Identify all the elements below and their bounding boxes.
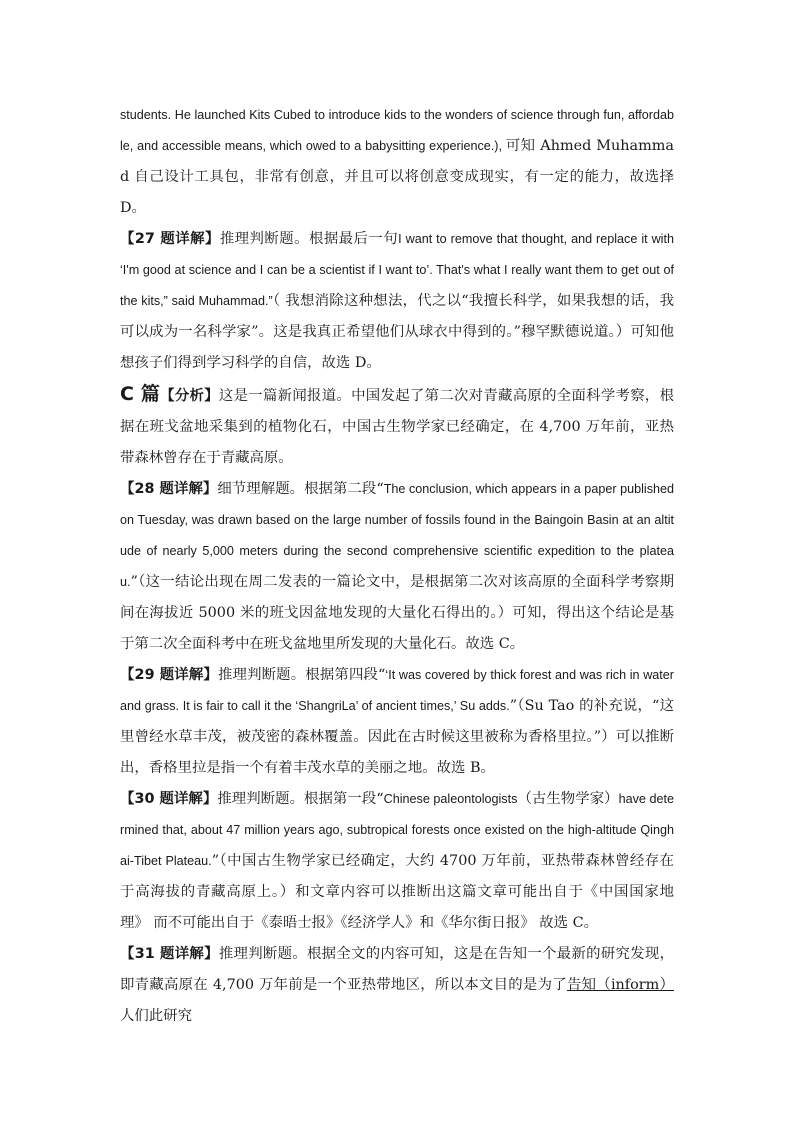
text-segment: 推理判断题。根据第四段“ bbox=[217, 667, 386, 683]
text-segment: ”（这一结论出现在周二发表的一篇论文中，是根据第二次对该高原的全面科学考察期间在海拔近 5000 米的班戈因盆地发现的大量化石得出的。）可知，得出这个结论是基于第二次全面科考中在班戈盆地里所发现的大量化石。故选 C。 bbox=[120, 574, 674, 652]
text-segment: 这是一篇新闻报道。中国发起了第二次对青藏高原的全面科学考察，根据在班戈盆地采集到的植物化石，中国古生物学家已经确定，在 4,700 万年前，亚热带森林曾存在于青藏高原。 bbox=[120, 388, 674, 466]
text-segment: ”（Su Tao 的补充说，“这里曾经水草丰茂，被茂密的森林覆盖。因此在古时候这里被称为香格里拉。”）可以推断出，香格里拉是指一个有着丰茂水草的美丽之地。故选 B。 bbox=[120, 698, 674, 776]
quoted-english-text: students. He launched Kits Cubed to introduce kids to the wonders of science through fun, affordable, and accessible means, which owed to a babysitting experience.), bbox=[120, 108, 674, 153]
text-segment: （ 我想消除这种想法，代之以“我擅长科学，如果我想的话，我可以成为一名科学家”。这是我真正希望他们从球衣中得到的。”穆罕默德说道。）可知他想孩子们得到学习科学的自信，故选 D。 bbox=[120, 293, 674, 371]
quoted-english-text: ‘It was covered by thick forest and was rich in water and grass. It is fair to call it the ‘ShangriLa’ of ancient times,’ Su adds. bbox=[120, 668, 674, 713]
question-tag: 【30 题详解】 bbox=[120, 791, 218, 807]
text-segment: 推理判断题。根据最后一句 bbox=[219, 231, 399, 247]
paragraph-p2 bbox=[120, 224, 674, 379]
text-segment: 推理判断题。根据全文的内容可知，这是在告知一个最新的研究发现，即青藏高原在 4,700 万年前是一个亚热带地区，所以本文目的是为了 bbox=[120, 946, 674, 993]
quoted-english-text: have determined that, about 47 million years ago, subtropical forests once existed on the high-altitude Qinghai-Tibet Plateau. bbox=[120, 792, 674, 868]
paragraph-p7 bbox=[120, 939, 674, 1032]
question-tag: 【27 题详解】 bbox=[120, 231, 220, 247]
text-segment: 细节理解题。根据第二段“ bbox=[217, 481, 384, 497]
paragraph-p5 bbox=[120, 660, 674, 784]
text-segment: 推理判断题。根据第一段“ bbox=[217, 791, 384, 807]
text-segment: （古生物学家） bbox=[517, 791, 619, 807]
question-tag: 【31 题详解】 bbox=[120, 946, 219, 962]
paragraph-p6 bbox=[120, 784, 674, 939]
paragraph-p4 bbox=[120, 474, 674, 660]
question-tag: 【29 题详解】 bbox=[120, 667, 218, 683]
paragraph-p3 bbox=[120, 379, 674, 474]
section-heading: C 篇 bbox=[120, 383, 161, 405]
quoted-english-text: The conclusion, which appears in a paper published on Tuesday, was drawn based on the large number of fossils found in the Baingoin Basin at an altitude of nearly 5,000 meters during the second comprehensive scientific expedition to the plateau. bbox=[120, 482, 674, 589]
document-page bbox=[120, 100, 674, 1032]
document-body bbox=[120, 100, 674, 1032]
paragraph-p1 bbox=[120, 100, 674, 224]
text-segment: ”（中国古生物学家已经确定，大约 4700 万年前，亚热带森林曾经存在于高海拔的青藏高原上。）和文章内容可以推断出这篇文章可能出自于《中国国家地理》 而不可能出自于《泰晤士报》《经济学人》和《华尔街日报》 故选 C。 bbox=[120, 853, 674, 931]
text-segment: 可知 Ahmed Muhammad 自己设计工具包，非常有创意，并且可以将创意变成现实，有一定的能力，故选择 D。 bbox=[120, 138, 674, 216]
question-tag: 【分析】 bbox=[160, 388, 219, 404]
text-segment: 人们此研究 bbox=[120, 1008, 192, 1024]
quoted-english-text: Chinese paleontologists bbox=[383, 792, 518, 806]
quoted-english-text: I want to remove that thought, and replace it with ‘I'm good at science and I can be a scientist if I want to’. That's what I really want them to get out of the kits,” said Muhammad.” bbox=[120, 232, 674, 308]
question-tag: 【28 题详解】 bbox=[120, 481, 218, 497]
underlined-answer: 告知（inform） bbox=[566, 977, 674, 993]
